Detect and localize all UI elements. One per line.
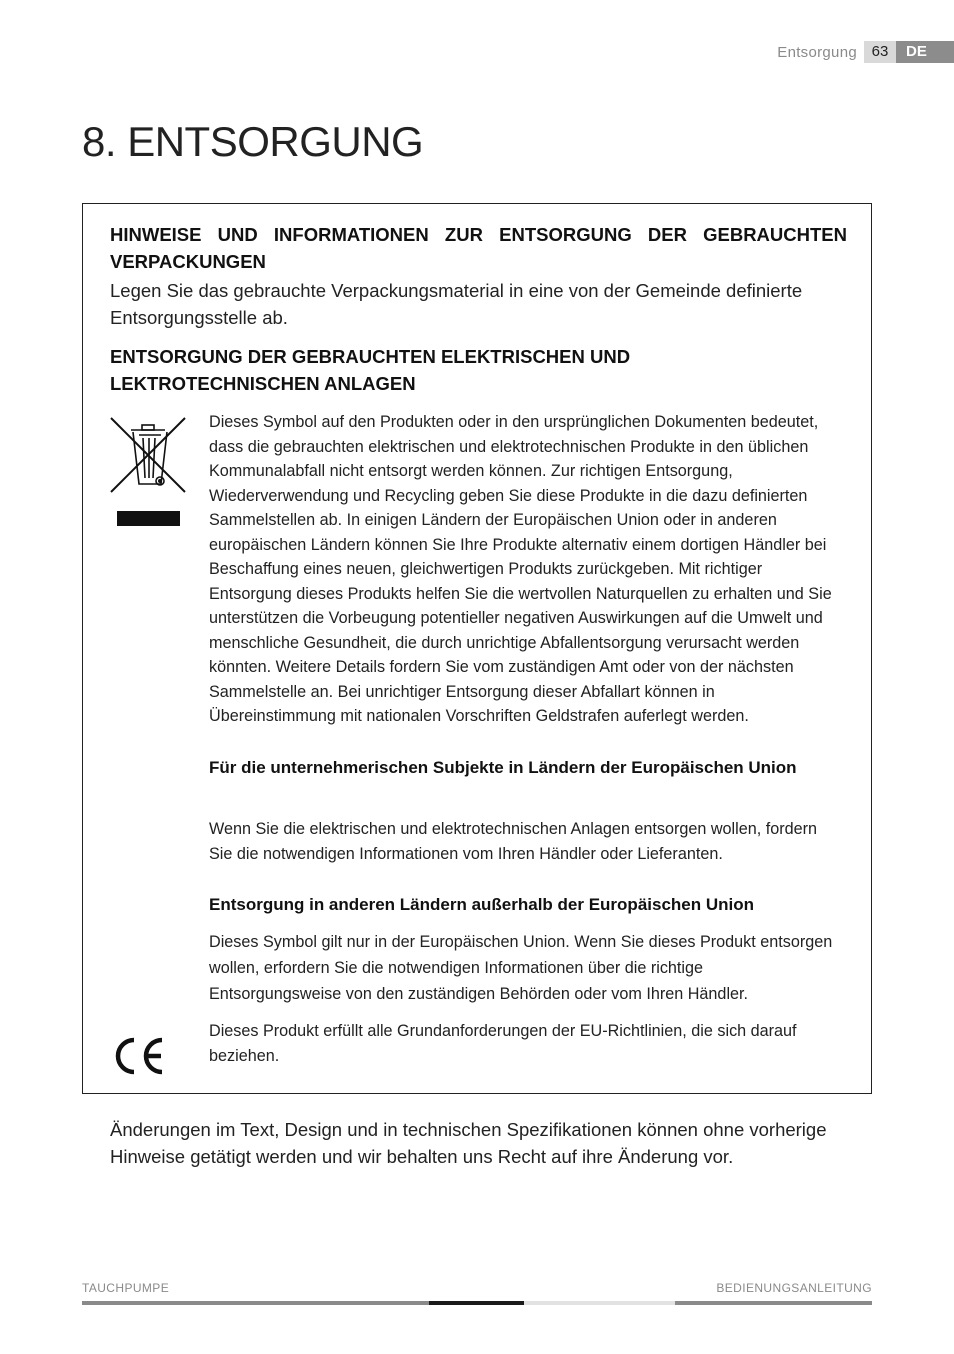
footer-product-name: TAUCHPUMPE [82, 1281, 170, 1295]
electrical-disposal-heading: ENTSORGUNG DER GEBRAUCHTEN ELEKTRISCHEN UND LEKTROTECHNISCHEN ANLAGEN [110, 346, 631, 394]
page-number: 63 [864, 41, 896, 63]
non-eu-text: Dieses Symbol gilt nur in der Europäischen Union. Wenn Sie dieses Produkt entsorgen wollen, erfordern Sie die notwendigen Informationen über die richtige Entsorgungsweise von den zuständigen Behörden oder vom Ihren Händler. [209, 933, 833, 1003]
page-title: 8. ENTSORGUNG [82, 118, 424, 165]
footer-bar-segment [524, 1301, 675, 1305]
running-header-section: Entsorgung [777, 44, 857, 61]
footer-bar-segment [82, 1301, 429, 1305]
ce-mark-icon [110, 1036, 168, 1081]
ce-conformity-text: Dieses Produkt erfüllt alle Grundanforderungen der EU-Richtlinien, die sich darauf beziehen. [209, 1022, 797, 1065]
footer-document-type: BEDIENUNGSANLEITUNG [716, 1281, 872, 1295]
eu-business-subheading: Für die unternehmerischen Subjekte in Ländern der Europäischen Union [209, 758, 797, 777]
language-tab: DE [896, 41, 954, 63]
change-notice: Änderungen im Text, Design und in technischen Spezifikationen können ohne vorherige Hinweise getätigt werden und wir behalten uns Recht auf ihre Änderung vor. [110, 1119, 827, 1167]
eu-business-text: Wenn Sie die elektrischen und elektrotechnischen Anlagen entsorgen wollen, fordern Sie die notwendigen Informationen vom Ihren Händler oder Lieferanten. [209, 820, 818, 863]
weee-explanation: Dieses Symbol auf den Produkten oder in den ursprünglichen Dokumenten bedeutet, dass die gebrauchten elektrischen und elektrotechnischen Produkte in den üblichen Kommunalabfall nicht entsorgt werden können. Zur richtigen Entsorgung, Wiederverwendung und Recycling geben Sie diese Produkte in die dazu definierten Sammelstellen ab. In einigen Ländern der Europäischen Union oder in anderen europäischen Ländern können Sie Ihre Produkte alternativ einem dortigen Händler bei Beschaffung eines neuen, gleichwertigen Produkts zurückgeben. Mit richtiger Entsorgung dieses Produkts helfen Sie die wertvollen Naturquellen zu erhalten und Sie unterstützen die Vorbeugung potentieller negativen Auswirkungen auf die Umwelt und menschliche Gesundheit, die durch unrichtige Abfallentsorgung verursacht werden könnten. Weitere Details fordern Sie vom zuständigen Amt oder von der nächsten Sammelstelle an. Bei unrichtiger Entsorgung dieser Abfallart können in Übereinstimmung mit nationalen Vorschriften Geldstrafen auferlegt werden. [209, 413, 832, 725]
footer-bar-segment [429, 1301, 524, 1305]
packaging-paragraph: Legen Sie das gebrauchte Verpackungsmaterial in eine von der Gemeinde definierte Entsorgungsstelle ab. [110, 280, 803, 328]
non-eu-subheading: Entsorgung in anderen Ländern außerhalb der Europäischen Union [209, 895, 755, 914]
footer-bar-segment [675, 1301, 872, 1305]
weee-bin-icon [109, 414, 189, 534]
packaging-heading: HINWEISE UND INFORMATIONEN ZUR ENTSORGUNG DER GEBRAUCHTEN VERPACKUNGEN [110, 224, 847, 272]
